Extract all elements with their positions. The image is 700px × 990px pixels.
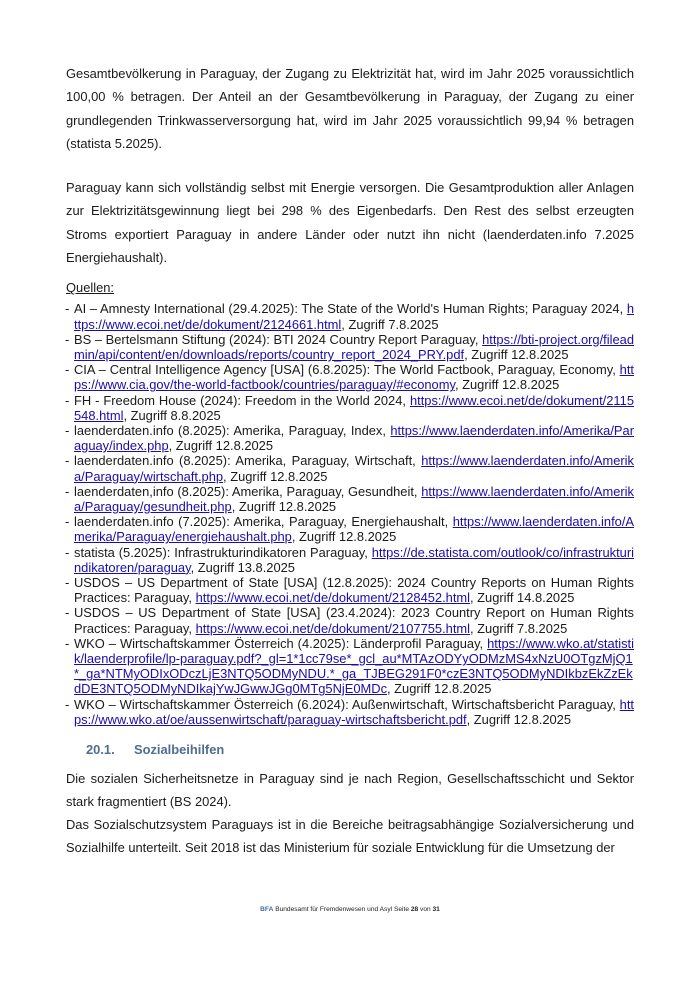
source-link[interactable]: https://www.laenderdaten.info/Amerika/Paraguay/energiehaushalt.php (74, 514, 634, 545)
source-link[interactable]: https://www.wko.at/oe/aussenwirtschaft/paraguay-wirtschaftsbericht.pdf (74, 696, 634, 727)
source-link[interactable]: https://www.ecoi.net/de/dokument/2124661.html (74, 301, 634, 332)
source-access-date: , Zugriff 12.8.2025 (466, 711, 572, 727)
section-heading (86, 740, 634, 760)
paragraph-safety-nets: Die sozialen Sicherheitsnetze in Paraguay sind je nach Region, Gesellschaftsschicht und Sektor stark fragmentiert (BS 2024). (66, 771, 634, 810)
footer-page-total: 31 (432, 906, 440, 913)
list-dash: - (65, 423, 70, 438)
source-link[interactable]: https://www.wko.at/statistik/laenderprofile/lp-paraguay.pdf?_gl=1*1cc79se*_gcl_au*MTAzODYyODMzMS4xNzU0OTgzMjQ1*_ga*NTMyODIxODczLjE3NTQ5ODMyNDU.*_ga_TJBEG291F0*czE3NTQ5ODMyNDIkbzEkZzEkdDE3NTQ5ODMyNDIkajYwJGwwJGg0MTg5NjE0MDc (74, 635, 634, 697)
list-dash: - (65, 575, 70, 591)
list-dash: - (65, 301, 70, 317)
source-item (66, 545, 634, 575)
source-citation: FH - Freedom House (2024): Freedom in the World 2024, (74, 392, 410, 408)
source-link[interactable]: https://www.laenderdaten.info/Amerika/Paraguay/index.php (74, 423, 634, 454)
source-item (66, 393, 634, 423)
source-item (66, 636, 634, 697)
list-dash: - (65, 514, 70, 530)
paragraph-energy: Paraguay kann sich vollständig selbst mit Energie versorgen. Die Gesamtproduktion aller Anlagen zur Elektrizitätsgewinnung liegt bei 298 % des Eigenbedarfs. Den Rest des selbst erzeugten Stroms exportiert Paraguay in andere Länder oder nutzt ihn nicht (laenderdaten.info 7.2025 Energiehaushalt). (66, 180, 634, 266)
footer-page-label: Seite (393, 906, 409, 913)
source-access-date: , Zugriff 12.8.2025 (223, 468, 328, 484)
list-dash: - (65, 483, 70, 499)
source-citation: laenderdaten.info (8.2025): Amerika, Paraguay, Index, (74, 423, 391, 438)
source-item (66, 514, 634, 544)
source-item (66, 453, 634, 483)
list-dash: - (65, 544, 70, 560)
footer-of-label: von (420, 906, 431, 913)
source-citation: AI – Amnesty International (29.4.2025): The State of the World's Human Rights; Paraguay 2024, (74, 301, 627, 317)
list-dash: - (65, 696, 70, 712)
source-citation: USDOS – US Department of State [USA] (23.4.2024): 2023 Country Report on Human Rights Practices: Paraguay, (74, 605, 634, 636)
sources-list (66, 301, 634, 727)
footer-page-number: 28 (410, 906, 419, 913)
source-access-date: , Zugriff 12.8.2025 (168, 438, 273, 454)
list-dash: - (65, 635, 70, 651)
source-item (66, 362, 634, 392)
footer-org-name: Bundesamt für Fremdenwesen und Asyl (275, 906, 393, 913)
list-dash: - (65, 453, 70, 469)
page-footer (0, 906, 700, 913)
source-access-date: , Zugriff 8.8.2025 (123, 407, 221, 423)
sources-heading: Quellen: (66, 280, 115, 296)
source-item (66, 484, 634, 514)
list-dash: - (65, 605, 70, 621)
source-citation: USDOS – US Department of State [USA] (12.8.2025): 2024 Country Reports on Human Rights Practices: Paraguay, (74, 575, 634, 606)
source-access-date: , Zugriff 13.8.2025 (190, 559, 295, 575)
source-access-date: , Zugriff 12.8.2025 (387, 681, 492, 697)
source-link[interactable]: https://www.cia.gov/the-world-factbook/countries/paraguay/#economy (74, 362, 634, 393)
source-link[interactable]: https://www.laenderdaten.info/Amerika/Paraguay/wirtschaft.php (74, 453, 634, 484)
document-page (66, 62, 634, 859)
source-access-date: , Zugriff 12.8.2025 (454, 377, 560, 393)
source-item (66, 332, 634, 362)
paragraph-electricity: Gesamtbevölkerung in Paraguay, der Zugang zu Elektrizität hat, wird im Jahr 2025 voraussichtlich 100,00 % betragen. Der Anteil an der Gesamtbevölkerung in Paraguay, der Zugang zu einer grundlegenden Trinkwasserversorgung hat, wird im Jahr 2025 voraussichtlich 99,94 % betragen (statista 5.2025). (66, 66, 634, 151)
source-access-date: , Zugriff 14.8.2025 (470, 590, 575, 606)
list-dash: - (65, 362, 70, 378)
source-item (66, 697, 634, 727)
source-citation: laenderdaten.info (7.2025): Amerika, Paraguay, Energiehaushalt, (74, 514, 453, 530)
source-access-date: , Zugriff 12.8.2025 (231, 499, 337, 515)
source-link[interactable]: https://www.ecoi.net/de/dokument/2128452.html (195, 590, 471, 606)
section-number: 20.1. (86, 742, 115, 758)
source-item (66, 423, 634, 453)
source-item (66, 301, 634, 331)
source-access-date: , Zugriff 7.8.2025 (341, 316, 439, 332)
source-link[interactable]: https://www.ecoi.net/de/dokument/2115548.html (74, 392, 634, 423)
paragraph-social-protection: Das Sozialschutzsystem Paraguays ist in die Bereiche beitragsabhängige Sozialversicherung und Sozialhilfe unterteilt. Seit 2018 ist das Ministerium für soziale Entwicklung für die Umsetzung der (66, 817, 634, 856)
section-title: Sozialbeihilfen (134, 742, 225, 758)
source-link[interactable]: https://bti-project.org/fileadmin/api/content/en/downloads/reports/country_report_2024_PRY.pdf (74, 331, 634, 362)
source-access-date: , Zugriff 12.8.2025 (464, 346, 569, 362)
source-item (66, 575, 634, 605)
source-citation: BS – Bertelsmann Stiftung (2024): BTI 2024 Country Report Paraguay, (74, 331, 483, 347)
source-access-date: , Zugriff 7.8.2025 (470, 620, 568, 636)
source-citation: statista (5.2025): Infrastrukturindikatoren Paraguay, (74, 544, 372, 560)
source-link[interactable]: https://de.statista.com/outlook/co/infrastrukturindikatoren/paraguay (74, 544, 634, 575)
source-citation: CIA – Central Intelligence Agency [USA] (6.8.2025): The World Factbook, Paraguay, Economy, (74, 362, 620, 378)
source-citation: WKO – Wirtschaftskammer Österreich (6.2024): Außenwirtschaft, Wirtschaftsbericht Paraguay, (74, 696, 620, 712)
source-citation: laenderdaten,info (8.2025): Amerika, Paraguay, Gesundheit, (74, 483, 422, 499)
source-citation: laenderdaten.info (8.2025): Amerika, Paraguay, Wirtschaft, (74, 453, 422, 469)
source-link[interactable]: https://www.laenderdaten.info/Amerika/Paraguay/gesundheit.php (74, 483, 634, 515)
list-dash: - (65, 392, 70, 408)
list-dash: - (65, 331, 70, 347)
source-access-date: , Zugriff 12.8.2025 (291, 529, 397, 545)
footer-org-short: BFA (260, 906, 274, 913)
source-item (66, 605, 634, 635)
source-link[interactable]: https://www.ecoi.net/de/dokument/2107755.html (195, 620, 471, 636)
source-citation: WKO – Wirtschaftskammer Österreich (4.2025): Länderprofil Paraguay, (74, 635, 488, 651)
